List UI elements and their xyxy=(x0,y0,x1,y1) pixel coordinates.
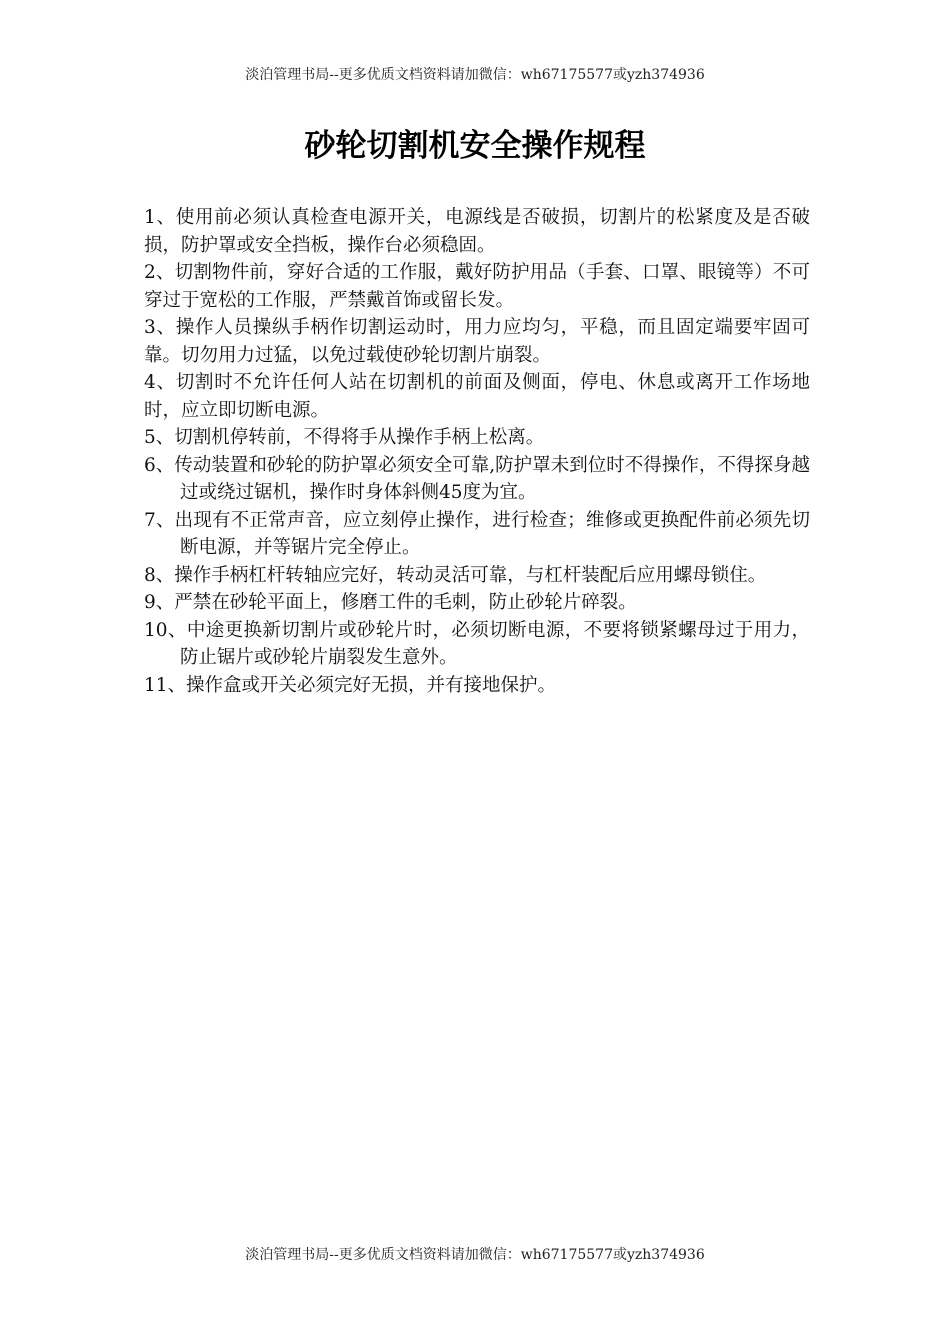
rule-item-4: 4、切割时不允许任何人站在切割机的前面及侧面，停电、休息或离开工作场地时，应立即切断电源。 xyxy=(144,372,810,421)
rule-item-1: 1、使用前必须认真检查电源开关，电源线是否破损，切割片的松紧度及是否破损，防护罩或安全挡板，操作台必须稳固。 xyxy=(144,207,810,256)
rule-item-8: 8、操作手柄杠杆转轴应完好，转动灵活可靠，与杠杆装配后应用螺母锁住。 xyxy=(144,564,767,586)
rule-item-10: 10、中途更换新切割片或砂轮片时，必须切断电源，不要将锁紧螺母过于用力，防止锯片或砂轮片崩裂发生意外。 xyxy=(144,619,810,668)
rule-item-9: 9、严禁在砂轮平面上，修磨工件的毛刺，防止砂轮片碎裂。 xyxy=(144,592,637,613)
page-header-note: 淡泊管理书局--更多优质文档资料请加微信：wh67175577或yzh374936 xyxy=(245,67,705,83)
rule-item-7: 7、出现有不正常声音，应立刻停止操作，进行检查；维修或更换配件前必须先切断电源，并等锯片完全停止。 xyxy=(144,509,810,558)
safety-rules-list xyxy=(144,204,810,699)
rule-item-5: 5、切割机停转前，不得将手从操作手柄上松离。 xyxy=(144,427,545,448)
document-title: 砂轮切割机安全操作规程 xyxy=(304,128,646,164)
rule-item-6: 6、传动装置和砂轮的防护罩必须安全可靠,防护罩未到位时不得操作，不得探身越过或绕过锯机，操作时身体斜侧45度为宜。 xyxy=(144,454,810,503)
rule-item-11: 11、操作盒或开关必须完好无损，并有接地保护。 xyxy=(144,674,557,696)
page-footer-note: 淡泊管理书局--更多优质文档资料请加微信：wh67175577或yzh374936 xyxy=(245,1247,705,1263)
rule-item-2: 2、切割物件前，穿好合适的工作服，戴好防护用品（手套、口罩、眼镜等）不可穿过于宽松的工作服，严禁戴首饰或留长发。 xyxy=(144,262,810,311)
rule-item-3: 3、操作人员操纵手柄作切割运动时，用力应均匀，平稳，而且固定端要牢固可靠。切勿用力过猛，以免过载使砂轮切割片崩裂。 xyxy=(144,317,810,366)
